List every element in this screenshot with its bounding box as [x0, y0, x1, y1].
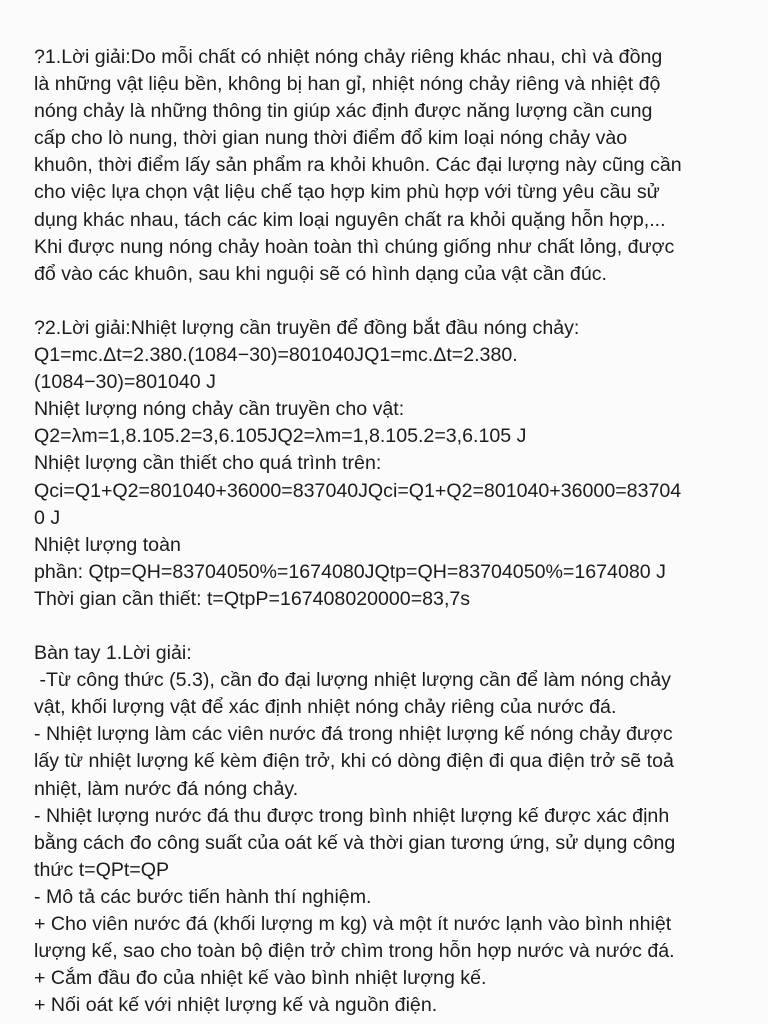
section-2	[34, 315, 746, 613]
text-line: lấy từ nhiệt lượng kế kèm điện trở, khi có dòng điện đi qua điện trở sẽ toả	[34, 750, 674, 773]
text-line: phần: Qtp=QH=83704050%=1674080JQtp=QH=83704050%=1674080 J	[34, 560, 666, 583]
text-line: thức t=QPt=QP	[34, 858, 170, 881]
text-line: + Cắm đầu đo của nhiệt kế vào bình nhiệt lượng kế.	[34, 967, 487, 990]
text-line: Khi được nung nóng chảy hoàn toàn thì chúng giống như chất lỏng, được	[34, 235, 675, 258]
paragraph-gap	[34, 613, 746, 640]
text-line: Q2=λm=1,8.105.2=3,6.105JQ2=λm=1,8.105.2=3,6.105 J	[34, 425, 527, 448]
section-1	[34, 44, 746, 288]
text-line: lượng kế, sao cho toàn bộ điện trở chìm trong hỗn hợp nước và nước đá.	[34, 940, 675, 963]
document-body	[34, 44, 746, 1019]
text-line: - Nhiệt lượng làm các viên nước đá trong nhiệt lượng kế nóng chảy được	[34, 723, 673, 746]
text-line: 0 J	[34, 506, 61, 529]
text-line: Bàn tay 1.Lời giải:	[34, 642, 192, 665]
text-line: + Nối oát kế với nhiệt lượng kế và nguồn điện.	[34, 994, 438, 1017]
text-line: cho việc lựa chọn vật liệu chế tạo hợp kim phù hợp với từng yêu cầu sử	[34, 181, 660, 204]
paragraph-gap	[34, 288, 746, 315]
text-line: Nhiệt lượng toàn	[34, 533, 181, 556]
text-line: bằng cách đo công suất của oát kế và thời gian tương ứng, sử dụng công	[34, 831, 676, 854]
section-3	[34, 640, 746, 1019]
text-line: nóng chảy là những thông tin giúp xác định được năng lượng cần cung	[34, 100, 653, 123]
text-line: Q1=mc.Δt=2.380.(1084−30)=801040JQ1=mc.Δt=2.380.	[34, 344, 518, 367]
text-line: dụng khác nhau, tách các kim loại nguyên chất ra khỏi quặng hỗn hợp,...	[34, 208, 666, 231]
text-line: + Cho viên nước đá (khối lượng m kg) và một ít nước lạnh vào bình nhiệt	[34, 913, 672, 935]
text-line: ?1.Lời giải:Do mỗi chất có nhiệt nóng chảy riêng khác nhau, chì và đồng	[34, 46, 663, 68]
text-line: vật, khối lượng vật để xác định nhiệt nóng chảy riêng của nước đá.	[34, 696, 617, 719]
text-line: - Nhiệt lượng nước đá thu được trong bình nhiệt lượng kế được xác định	[34, 804, 670, 827]
text-line: - Mô tả các bước tiến hành thí nghiệm.	[34, 885, 372, 908]
text-line: Thời gian cần thiết: t=QtpP=167408020000=83,7s	[34, 587, 471, 610]
text-line: là những vật liệu bền, không bị han gỉ, nhiệt nóng chảy riêng và nhiệt độ	[34, 73, 661, 96]
text-line: đổ vào các khuôn, sau khi nguội sẽ có hình dạng của vật cần đúc.	[34, 262, 607, 285]
text-line: -Từ công thức (5.3), cần đo đại lượng nhiệt lượng cần để làm nóng chảy	[34, 669, 671, 692]
text-line: Qci=Q1+Q2=801040+36000=837040JQci=Q1+Q2=801040+36000=83704	[34, 479, 682, 502]
text-line: Nhiệt lượng nóng chảy cần truyền cho vật:	[34, 398, 405, 421]
text-line: Nhiệt lượng cần thiết cho quá trình trên:	[34, 452, 382, 475]
text-line: khuôn, thời điểm lấy sản phẩm ra khỏi khuôn. Các đại lượng này cũng cần	[34, 154, 682, 177]
text-line: cấp cho lò nung, thời gian nung thời điểm đổ kim loại nóng chảy vào	[34, 127, 628, 150]
text-line: ?2.Lời giải:Nhiệt lượng cần truyền để đồng bắt đầu nóng chảy:	[34, 316, 580, 339]
text-line: nhiệt, làm nước đá nóng chảy.	[34, 777, 299, 800]
text-line: (1084−30)=801040 J	[34, 371, 216, 394]
